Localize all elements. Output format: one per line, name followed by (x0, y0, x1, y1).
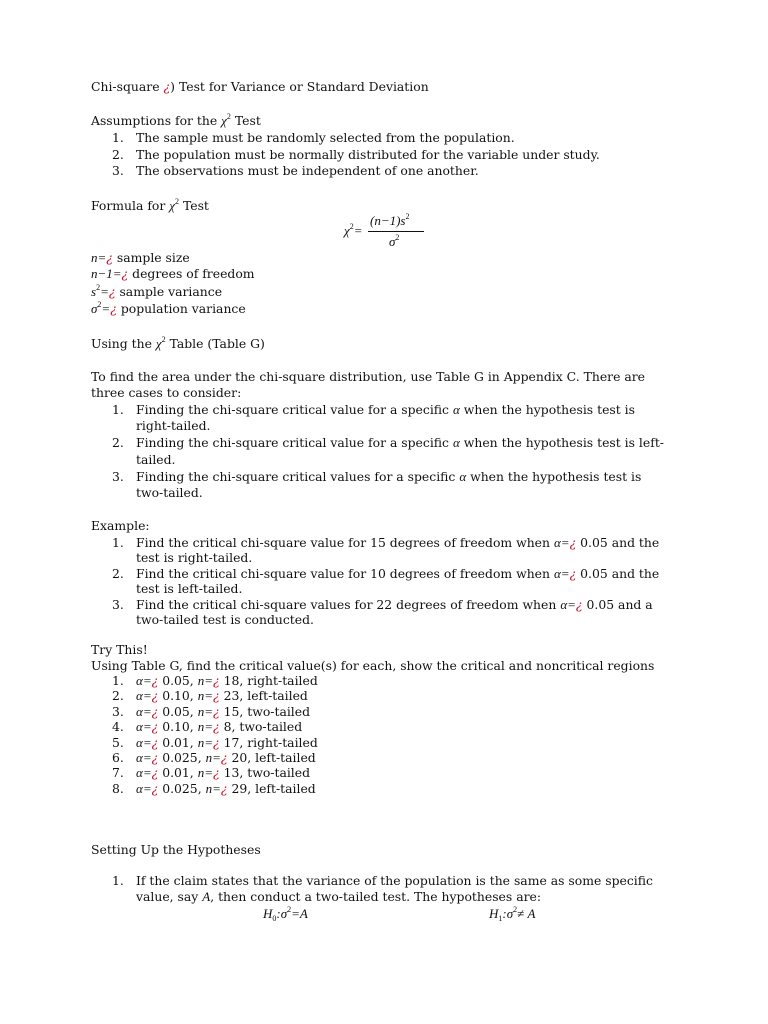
list-number: 5. (112, 734, 124, 750)
definition-row: $s^2=¿$ sample variance (91, 283, 223, 299)
list-number: 2. (112, 435, 124, 450)
list-item: Finding the chi-square critical value for a specific α when the hypothesis test is (136, 402, 635, 417)
list-item-continuation: two-tailed. (136, 485, 203, 500)
list-item-continuation: right-tailed. (136, 418, 211, 433)
formula-heading: Formula for $\chi^2$ Test (91, 197, 209, 213)
try-item: α=¿ 0.05, n=¿ 18, right-tailed (136, 673, 318, 688)
try-item: α=¿ 0.10, n=¿ 23, left-tailed (136, 688, 308, 704)
list-number: 1. (112, 130, 124, 145)
list-number: 1. (112, 873, 124, 888)
try-item: α=¿ 0.01, n=¿ 13, two-tailed (136, 765, 311, 781)
definition-row: $\sigma^2=¿$ population variance (91, 300, 246, 316)
try-heading: Try This! (91, 642, 148, 657)
list-number: 3. (112, 597, 124, 612)
list-number: 2. (112, 566, 124, 581)
try-item: α=¿ 0.05, n=¿ 15, two-tailed (136, 703, 311, 719)
list-number: 1. (112, 535, 124, 550)
list-item-continuation: two-tailed test is conducted. (136, 612, 314, 627)
list-item-continuation: tailed. (136, 452, 176, 467)
missing-glyph: ¿ (163, 79, 171, 94)
list-number: 6. (112, 750, 124, 765)
list-number: 4. (112, 719, 124, 735)
chi-symbol: $\chi^2$ (169, 197, 179, 213)
try-item: α=¿ 0.025, n=¿ 20, left-tailed (136, 750, 316, 765)
list-number: 3. (112, 703, 124, 719)
list-item: Finding the chi-square critical value for a specific α when the hypothesis test is left- (136, 435, 664, 450)
alternative-hypothesis: $H_1:\sigma^2\ne A$ (489, 905, 536, 923)
list-number: 1. (112, 673, 124, 688)
list-item: If the claim states that the variance of the population is the same as some specific (136, 873, 653, 888)
null-hypothesis: $H_0:\sigma^2=A$ (263, 905, 308, 923)
list-item-continuation: test is left-tailed. (136, 581, 243, 596)
list-item: Find the critical chi-square values for 22 degrees of freedom when α=¿ 0.05 and a (136, 597, 653, 612)
page-title: Chi-square ¿) Test for Variance or Standard Deviation (91, 79, 429, 94)
list-number: 3. (112, 469, 124, 484)
list-item: Finding the chi-square critical values for a specific α when the hypothesis test is (136, 469, 642, 484)
example-heading: Example: (91, 518, 150, 533)
list-number: 1. (112, 402, 124, 417)
definition-row: n−1=¿ degrees of freedom (91, 266, 255, 281)
try-item: α=¿ 0.10, n=¿ 8, two-tailed (136, 719, 303, 735)
list-item: The population must be normally distributed for the variable under study. (136, 147, 600, 162)
list-item-continuation: value, say A, then conduct a two-tailed test. The hypotheses are: (136, 889, 542, 904)
try-instruction: Using Table G, find the critical value(s) for each, show the critical and noncritical regions (91, 658, 655, 673)
fraction-bar (368, 231, 424, 232)
list-item: Find the critical chi-square value for 10 degrees of freedom when α=¿ 0.05 and the (136, 566, 660, 581)
try-item: α=¿ 0.025, n=¿ 29, left-tailed (136, 780, 316, 796)
list-number: 3. (112, 163, 124, 178)
list-item: The sample must be randomly selected from the population. (136, 130, 515, 145)
paragraph: To find the area under the chi-square distribution, use Table G in Appendix C. There are (91, 369, 646, 384)
chi-symbol: $\chi^2$ (221, 112, 231, 128)
list-item: Find the critical chi-square value for 15 degrees of freedom when α=¿ 0.05 and the (136, 535, 660, 550)
list-number: 2. (112, 147, 124, 162)
assumptions-heading: Assumptions for the $\chi^2$ Test (91, 112, 261, 128)
list-item: The observations must be independent of one another. (136, 163, 479, 178)
definition-row: n=¿ sample size (91, 250, 190, 265)
paragraph: three cases to consider: (91, 385, 242, 400)
chi-symbol: $\chi^2$ (155, 335, 166, 351)
list-item-continuation: test is right-tailed. (136, 550, 253, 565)
list-number: 8. (112, 780, 124, 796)
list-number: 7. (112, 765, 124, 781)
table-heading: Using the $\chi^2$ Table (Table G) (91, 335, 265, 351)
list-number: 2. (112, 688, 124, 704)
hypotheses-heading: Setting Up the Hypotheses (91, 842, 261, 857)
try-item: α=¿ 0.01, n=¿ 17, right-tailed (136, 734, 318, 750)
